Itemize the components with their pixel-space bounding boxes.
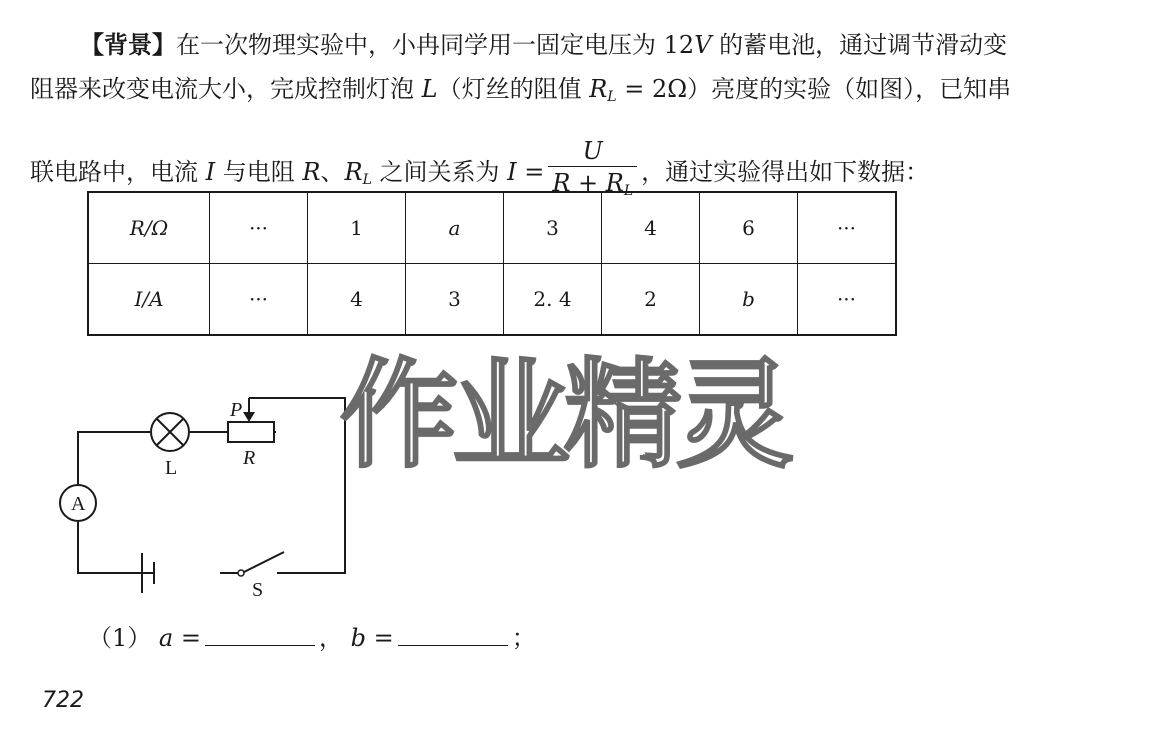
formula-denominator-sub: L <box>623 183 634 199</box>
data-table <box>87 191 897 336</box>
rl2-symbol: R <box>344 158 363 186</box>
line1-end: 的蓄电池，通过调节滑动变 <box>719 31 1008 59</box>
line2-text-c: ）亮度的实验（如图），已知串 <box>687 75 1012 103</box>
table-cell-a: a <box>406 192 504 264</box>
table-cell: ··· <box>798 192 897 264</box>
rl2-subscript: L <box>362 172 372 188</box>
voltage-number: 12 <box>663 31 695 59</box>
table-cell: 4 <box>308 264 406 336</box>
voltage-unit: V <box>694 31 712 59</box>
r-symbol: R <box>302 158 321 186</box>
answer-b-label: b <box>350 624 366 652</box>
answer-a-label: a <box>158 624 174 652</box>
table-cell: 6 <box>700 192 798 264</box>
question-1 <box>88 618 536 653</box>
resistor-label: R <box>243 447 256 469</box>
bulb-label: L <box>165 457 178 479</box>
table-cell: ··· <box>798 264 897 336</box>
line3-text-d: ，通过实验得出如下数据： <box>641 158 930 186</box>
watermark <box>340 348 800 478</box>
equals-b: = <box>373 624 394 652</box>
bulb-symbol: L <box>421 75 438 103</box>
answer-b-blank[interactable] <box>398 623 508 646</box>
row-header-i: I/A <box>88 264 210 336</box>
table-cell: 2. 4 <box>504 264 602 336</box>
row-header-r: R/Ω <box>88 192 210 264</box>
rheostat-icon <box>228 422 274 442</box>
formula-numerator: U <box>548 136 637 167</box>
table-cell: 4 <box>602 192 700 264</box>
rl-value: = 2Ω <box>624 75 688 103</box>
background-tag: 【背景】 <box>80 30 176 59</box>
ammeter-label: A <box>71 493 86 515</box>
question-end: ； <box>511 624 536 652</box>
formula-denominator-text: R + R <box>552 169 624 197</box>
slider-label: P <box>230 399 243 421</box>
circuit-wires <box>78 398 345 573</box>
table-cell: 3 <box>504 192 602 264</box>
bulb-icon <box>151 413 189 451</box>
page-number: 722 <box>42 688 84 713</box>
slider-arrow-icon <box>243 412 255 422</box>
answer-a-blank[interactable] <box>205 623 315 646</box>
background-line-2 <box>30 74 1011 112</box>
switch-label: S <box>252 579 264 601</box>
table-cell: 1 <box>308 192 406 264</box>
line3-text-c: 之间关系为 <box>379 158 500 186</box>
line2-text-a: 阻器来改变电流大小，完成控制灯泡 <box>30 75 414 103</box>
table-cell: 3 <box>406 264 504 336</box>
table-row-r <box>88 192 896 264</box>
rl-subscript: L <box>607 89 617 105</box>
circuit-diagram <box>40 380 370 605</box>
line1-text: 在一次物理实验中，小冉同学用一固定电压为 <box>176 31 656 59</box>
table-cell-b: b <box>700 264 798 336</box>
equals-a: = <box>180 624 201 652</box>
table-cell: 2 <box>602 264 700 336</box>
table-cell: ··· <box>210 192 308 264</box>
i-symbol: I <box>205 158 216 186</box>
background-line-1 <box>80 30 1007 60</box>
question-number: （1） <box>88 624 152 652</box>
table-cell: ··· <box>210 264 308 336</box>
line3-text-b: 与电阻 <box>222 158 295 186</box>
line3-text-a: 联电路中，电流 <box>30 158 198 186</box>
watermark-text: 作业精灵 <box>340 348 789 478</box>
separator: 、 <box>320 158 345 186</box>
rl-symbol: R <box>589 75 608 103</box>
question-sep: ， <box>318 624 343 652</box>
table-row-i <box>88 264 896 336</box>
line2-text-b: （灯丝的阻值 <box>437 75 582 103</box>
formula-lhs: I = <box>507 158 545 186</box>
